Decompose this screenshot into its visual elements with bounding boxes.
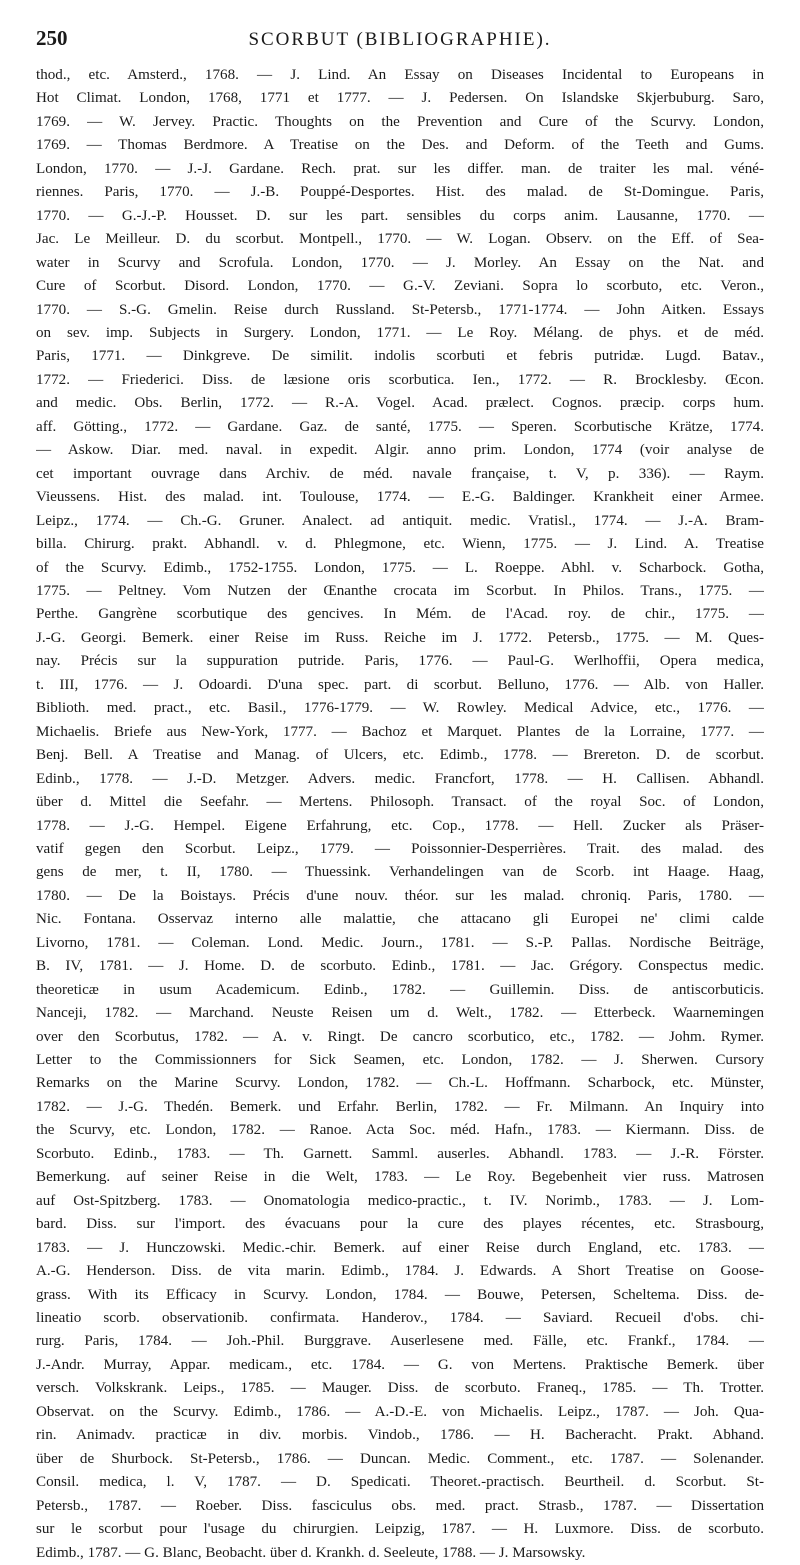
text-line: J.-Andr. Murray, Appar. medicam., etc. 1784. — G. von Mertens. Praktische Bemerk. über — [36, 1356, 764, 1373]
text-line: Hot Climat. London, 1768, 1771 et 1777. — J. Pedersen. On Islandske Skjerbuburg. Saro, — [36, 90, 764, 107]
text-line: Vieussens. Hist. des malad. int. Toulouse, 1774. — E.-G. Baldinger. Krankheit einer Armee. — [36, 489, 764, 506]
text-line: Bemerkung. auf seiner Reise in die Welt, 1783. — Le Roy. Begebenheit vier russ. Matrosen — [36, 1169, 764, 1186]
text-line: Cure of Scorbut. Disord. London, 1770. — G.-V. Zeviani. Sopra lo scorbuto, etc. Veron., — [36, 278, 764, 295]
text-line: über d. Mittel die Seefahr. — Mertens. Philosoph. Transact. of the royal Soc. of London, — [36, 794, 764, 811]
text-line: cet important ouvrage dans Archiv. de méd. navale française, t. V, p. 336). — Raym. — [36, 465, 764, 482]
text-line: and medic. Obs. Berlin, 1772. — R.-A. Vogel. Acad. prælect. Cognos. præcip. corps hum. — [36, 395, 764, 412]
text-line: Edinb., 1778. — J.-D. Metzger. Advers. medic. Francfort, 1778. — H. Callisen. Abhandl. — [36, 770, 764, 787]
running-head — [36, 26, 764, 58]
text-line: Michaelis. Briefe aus New-York, 1777. — Bachoz et Marquet. Plantes de la Lorraine, 1777. — — [36, 723, 764, 740]
text-line: auf Ost-Spitzberg. 1783. — Onomatologia medico-practic., t. IV. Norimb., 1783. — J. Lom- — [36, 1192, 764, 1209]
text-line: 1780. — De la Boistays. Précis d'une nouv. théor. sur les malad. chroniq. Paris, 1780. — — [36, 887, 764, 904]
text-line: 1775. — Peltney. Vom Nutzen der Œnanthe crocata im Scorbut. In Philos. Trans., 1775. — — [36, 582, 764, 599]
running-title: SCORBUT (BIBLIOGRAPHIE). — [248, 29, 552, 50]
text-line: bard. Diss. sur l'import. des évacuans pour la cure des playes récentes, etc. Strasbourg, — [36, 1216, 764, 1233]
text-line: Edimb., 1787. — G. Blanc, Beobacht. über d. Krankh. d. Seeleute, 1788. — J. Marsowsky. — [36, 1544, 586, 1561]
text-line: Consil. medica, l. V, 1787. — D. Spedicati. Theoret.-practisch. Beurtheil. d. Scorbut. St- — [36, 1474, 764, 1491]
text-line: A.-G. Henderson. Diss. de vita marin. Edimb., 1784. J. Edwards. A Short Treatise on Goose- — [36, 1263, 764, 1280]
text-line: on sev. imp. Subjects in Surgery. London, 1771. — Le Roy. Mélang. de phys. et de méd. — [36, 324, 764, 341]
text-line: 1772. — Friederici. Diss. de læsione oris scorbutica. Ien., 1772. — R. Brocklesby. Œcon. — [36, 371, 764, 388]
text-line: Biblioth. med. pract., etc. Basil., 1776-1779. — W. Rowley. Medical Advice, etc., 1776. — — [36, 700, 764, 717]
text-line: lineatio scorb. observationib. confirmata. Handerov., 1784. — Saviard. Recueil d'obs. chi- — [36, 1310, 764, 1327]
text-line: 1783. — J. Hunczowski. Medic.-chir. Bemerk. auf einer Reise durch England, etc. 1783. — — [36, 1239, 764, 1256]
text-line: 1778. — J.-G. Hempel. Eigene Erfahrung, etc. Cop., 1778. — Hell. Zucker als Präser- — [36, 817, 764, 834]
text-line: 1770. — S.-G. Gmelin. Reise durch Russland. St-Petersb., 1771-1774. — John Aitken. Essays — [36, 301, 764, 318]
text-line: riennes. Paris, 1770. — J.-B. Pouppé-Desportes. Hist. des malad. de St-Domingue. Paris, — [36, 184, 764, 201]
text-line: Nic. Fontana. Osservaz interno alle malattie, che attacano gli Europei ne' climi calde — [36, 911, 764, 928]
text-line: gens de mer, t. II, 1780. — Thuessink. Verhandelingen van de Scorb. int Haage. Haag, — [36, 864, 764, 881]
text-line: Petersb., 1787. — Roeber. Diss. fasciculus obs. med. pract. Strasb., 1787. — Dissertation — [36, 1497, 764, 1514]
text-line: billa. Chirurg. prakt. Abhandl. v. d. Phlegmone, etc. Wienn, 1775. — J. Lind. A. Treatise — [36, 536, 764, 553]
text-line: Scorbuto. Edinb., 1783. — Th. Garnett. Samml. auserles. Abhandl. 1783. — J.-R. Förster. — [36, 1145, 764, 1162]
text-line: versch. Volkskrank. Leips., 1785. — Mauger. Diss. de scorbuto. Franeq., 1785. — Th. Trotter. — [36, 1380, 764, 1397]
text-line: 1782. — J.-G. Thedén. Bemerk. und Erfahr. Berlin, 1782. — Fr. Milmann. An Inquiry into — [36, 1098, 764, 1115]
text-line: über de Shurbock. St-Petersb., 1786. — Duncan. Medic. Comment., etc. 1787. — Solenander. — [36, 1450, 764, 1467]
text-line: aff. Götting., 1772. — Gardane. Gaz. de santé, 1775. — Speren. Scorbutische Krätze, 1774. — [36, 418, 764, 435]
text-line: Livorno, 1781. — Coleman. Lond. Medic. Journ., 1781. — S.-P. Pallas. Nordische Beiträge, — [36, 934, 764, 951]
text-line: Observat. on the Scurvy. Edimb., 1786. — A.-D.-E. von Michaelis. Leipz., 1787. — Joh. Qua- — [36, 1403, 764, 1420]
text-line: t. III, 1776. — J. Odoardi. D'una spec. part. di scorbut. Belluno, 1776. — Alb. von Haller. — [36, 676, 764, 693]
text-line: Leipz., 1774. — Ch.-G. Gruner. Analect. ad antiquit. medic. Vratisl., 1774. — J.-A. Bram- — [36, 512, 764, 529]
text-line: thod., etc. Amsterd., 1768. — J. Lind. An Essay on Diseases Incidental to Europeans in — [36, 67, 764, 83]
text-line: rurg. Paris, 1784. — Joh.-Phil. Burggrave. Auserlesene med. Fälle, etc. Frankf., 1784. — — [36, 1333, 764, 1350]
text-line: theoreticæ in usum Academicum. Edinb., 1782. — Guillemin. Diss. de antiscorbuticis. — [36, 981, 764, 998]
bibliography-text — [36, 64, 764, 1565]
text-line: sur le scorbut pour l'usage du chirurgien. Leipzig, 1787. — H. Luxmore. Diss. de scorbuto. — [36, 1521, 764, 1538]
text-line: grass. With its Efficacy in Scurvy. London, 1784. — Bouwe, Petersen, Scheltema. Diss. de- — [36, 1286, 764, 1303]
text-line: Remarks on the Marine Scurvy. London, 1782. — Ch.-L. Hoffmann. Scharbock, etc. Münster, — [36, 1075, 764, 1092]
text-line: the Scurvy, etc. London, 1782. — Ranoe. Acta Soc. méd. Hafn., 1783. — Kiermann. Diss. de — [36, 1122, 764, 1139]
text-line: 1770. — G.-J.-P. Housset. D. sur les part. sensibles du corps anim. Lausanne, 1770. — — [36, 207, 764, 224]
text-line: water in Scurvy and Scrofula. London, 1770. — J. Morley. An Essay on the Nat. and — [36, 254, 764, 271]
text-line: 1769. — W. Jervey. Practic. Thoughts on the Prevention and Cure of the Scurvy. London, — [36, 113, 764, 130]
text-line: rin. Animadv. practicæ in div. morbis. Vindob., 1786. — H. Bacheracht. Prakt. Abhand. — [36, 1427, 764, 1444]
text-line: Nanceji, 1782. — Marchand. Neuste Reisen um d. Welt., 1782. — Etterbeck. Waarnemingen — [36, 1005, 764, 1022]
page-number: 250 — [36, 26, 68, 50]
text-line: B. IV, 1781. — J. Home. D. de scorbuto. Edinb., 1781. — Jac. Grégory. Conspectus medic. — [36, 958, 764, 975]
text-line: nay. Précis sur la suppuration putride. Paris, 1776. — Paul-G. Werlhoffii, Opera medica, — [36, 653, 764, 670]
text-line: Letter to the Commissionners for Sick Seamen, etc. London, 1782. — J. Sherwen. Cursory — [36, 1052, 764, 1069]
text-line: Jac. Le Meilleur. D. du scorbut. Montpell., 1770. — W. Logan. Observ. on the Eff. of Sea- — [36, 231, 764, 248]
text-line: Perthe. Gangrène scorbutique des gencives. In Mém. de l'Acad. roy. de chir., 1775. — — [36, 606, 764, 623]
text-line: 1769. — Thomas Berdmore. A Treatise on the Des. and Deform. of the Teeth and Gums. — [36, 137, 764, 154]
text-line: Paris, 1771. — Dinkgreve. De similit. indolis scorbuti et febris putridæ. Lugd. Batav., — [36, 348, 764, 365]
text-line: London, 1770. — J.-J. Gardane. Rech. prat. sur les differ. man. de traiter les mal. véné- — [36, 160, 764, 177]
text-line: vatif gegen den Scorbut. Leipz., 1779. — Poissonnier-Desperrières. Trait. des malad. des — [36, 840, 764, 857]
text-line: of the Scurvy. Edimb., 1752-1755. London, 1775. — L. Roeppe. Abhl. v. Scharbock. Gotha, — [36, 559, 764, 576]
text-line: J.-G. Georgi. Bemerk. einer Reise im Russ. Reiche im J. 1772. Petersb., 1775. — M. Ques- — [36, 629, 764, 646]
text-line: Benj. Bell. A Treatise and Manag. of Ulcers, etc. Edimb., 1778. — Brereton. D. de scorbut. — [36, 747, 764, 764]
text-line: over den Scorbutus, 1782. — A. v. Ringt. De cancro scorbutico, etc., 1782. — Johm. Rymer. — [36, 1028, 764, 1045]
text-line: — Askow. Diar. med. naval. in expedit. Algir. anno prim. London, 1774 (voir analyse de — [36, 442, 764, 459]
